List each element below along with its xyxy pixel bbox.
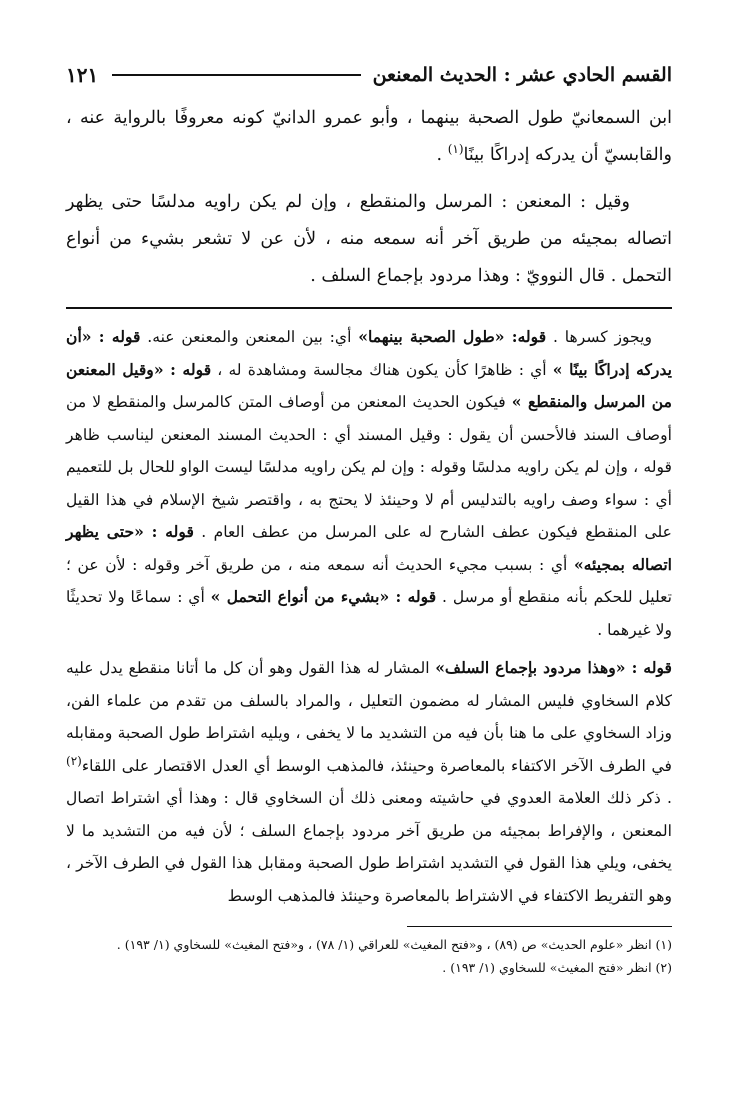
footnote-2: (٢) انظر «فتح المغيث» للسخاوي (١/ ١٩٣) . [442,960,672,975]
commentary-text: أي : ظاهرًا كأن يكون هناك مجالسة ومشاهدة له ، [211,360,553,379]
main-paragraph: وقيل : المعنعن : المرسل والمنقطع ، وإن لم يكن راويه مدلسًا حتى يظهر اتصاله بمجيئه من طريق آخر أنه سمعه منه ، لأن عن لا تشعر بشيء من أنواع التحمل . قال النوويّ : وهذا مردود بإجماع السلف . [66,192,672,286]
main-text [66,100,672,295]
commentary-paragraph [66,321,672,646]
running-header [66,58,672,92]
commentary-keyword: قوله : «بشيء من أنواع التحمل » [210,587,437,606]
commentary-keyword: قوله : «وهذا مردود بإجماع السلف» [435,658,673,677]
footnote-rule [407,926,672,927]
commentary-text: . ذكر ذلك العلامة العدوي في حاشيته ومعنى ذلك أن السخاوي قال : وهذا أي اشتراط اتصال المعنعن ، والإفراط بمجيئه من طريق آخر مردود بإجماع السلف ؛ لأن فيه من التشديد ما لا يخفى، ويلي هذا القول في التشديد اشتراط طول الصحبة ومقابل هذا القول في الطرف الآخر ، وهو التفريط الاكتفاء في الاشتراط بالمعاصرة وحينئذ فالمذهب الوسط [66,789,672,905]
commentary-text: المشار له هذا القول وهو أن كل ما أتانا منقطع يدل عليه كلام السخاوي فليس المشار له مضمون التعليل ، والمراد بالسلف من تقدم من علماء الفن، وزاد السخاوي على ما هنا بأن فيه من التشديد ما لا يخفى ، ويليه اشتراط طول الصحبة ومقابله في الطرف الآخر الاكتفاء بالمعاصرة وحينئذ، فالمذهب الوسط أي العدل الاقتصار على اللقاء [66,659,672,775]
section-title: القسم الحادي عشر : الحديث المعنعن [372,64,672,86]
commentary-keyword: قوله : «وقيل المعنعن من المرسل والمنقطع » [66,359,673,411]
commentary-keyword: قوله : «حتى يظهر اتصاله بمجيئه» [66,522,672,574]
commentary-text: أي : سماعًا ولا تحديثًا ولا غيرهما . [66,588,672,639]
footnotes [66,933,672,979]
commentary-text: فيكون الحديث المعنعن من أوصاف المتن كالمرسل والمنقطع لا من أوصاف السند فالأحسن أن يقول : وقيل المسند أي : الحديث المسند المعنعن ليناسب ظاهر قوله ، وإن لم يكن راويه مدلسًا وقوله : وإن لم يكن راويه مدلسًا ليست الواو للحال بل للتعميم أي : سواء وصف راويه بالتدليس أم لا وحينئذ لا يحتج به ، واقتصر شيخ الإسلام في هذا القيل على المنقطع فيكون عطف الشارح له على المرسل من عطف العام . [66,393,672,541]
commentary-keyword: قوله: «طول الصحبة بينهما» [358,327,547,346]
main-paragraph [66,100,672,174]
main-paragraph-end: . [436,145,448,165]
header-rule [112,74,360,76]
page-number: ١٢١ [66,63,99,87]
commentary-text: أي : بسبب مجيء الحديث أنه سمعه منه ، من طريق آخر وقوله : لأن عن ؛ تعليل للحكم بأنه منقطع أو مرسل . [66,555,673,606]
footnote-1: (١) انظر «علوم الحديث» ص (٨٩) ، و«فتح المغيث» للعراقي (١/ ٧٨) ، و«فتح المغيث» للسخاوي (١/ ١٩٣) . [116,937,672,952]
commentary [66,321,672,912]
main-paragraph-text: ابن السمعانيّ طول الصحبة بينهما ، وأبو عمرو الدانيّ كونه معروفًا بالرواية عنه ، والقابسيّ أن يدركه إدراكًا بينًا [66,108,672,165]
commentary-text: أي: بين المعنعن والمعنعن عنه. [140,328,359,346]
commentary-paragraph [66,652,672,912]
commentary-keyword: قوله : «أن يدركه إدراكًا بينًا » [66,327,672,379]
section-divider [66,307,672,309]
footnote-ref-2: (٢) [66,753,82,768]
footnote-ref-1: (١) [447,142,464,157]
commentary-text: ويجوز كسرها . [546,328,652,346]
